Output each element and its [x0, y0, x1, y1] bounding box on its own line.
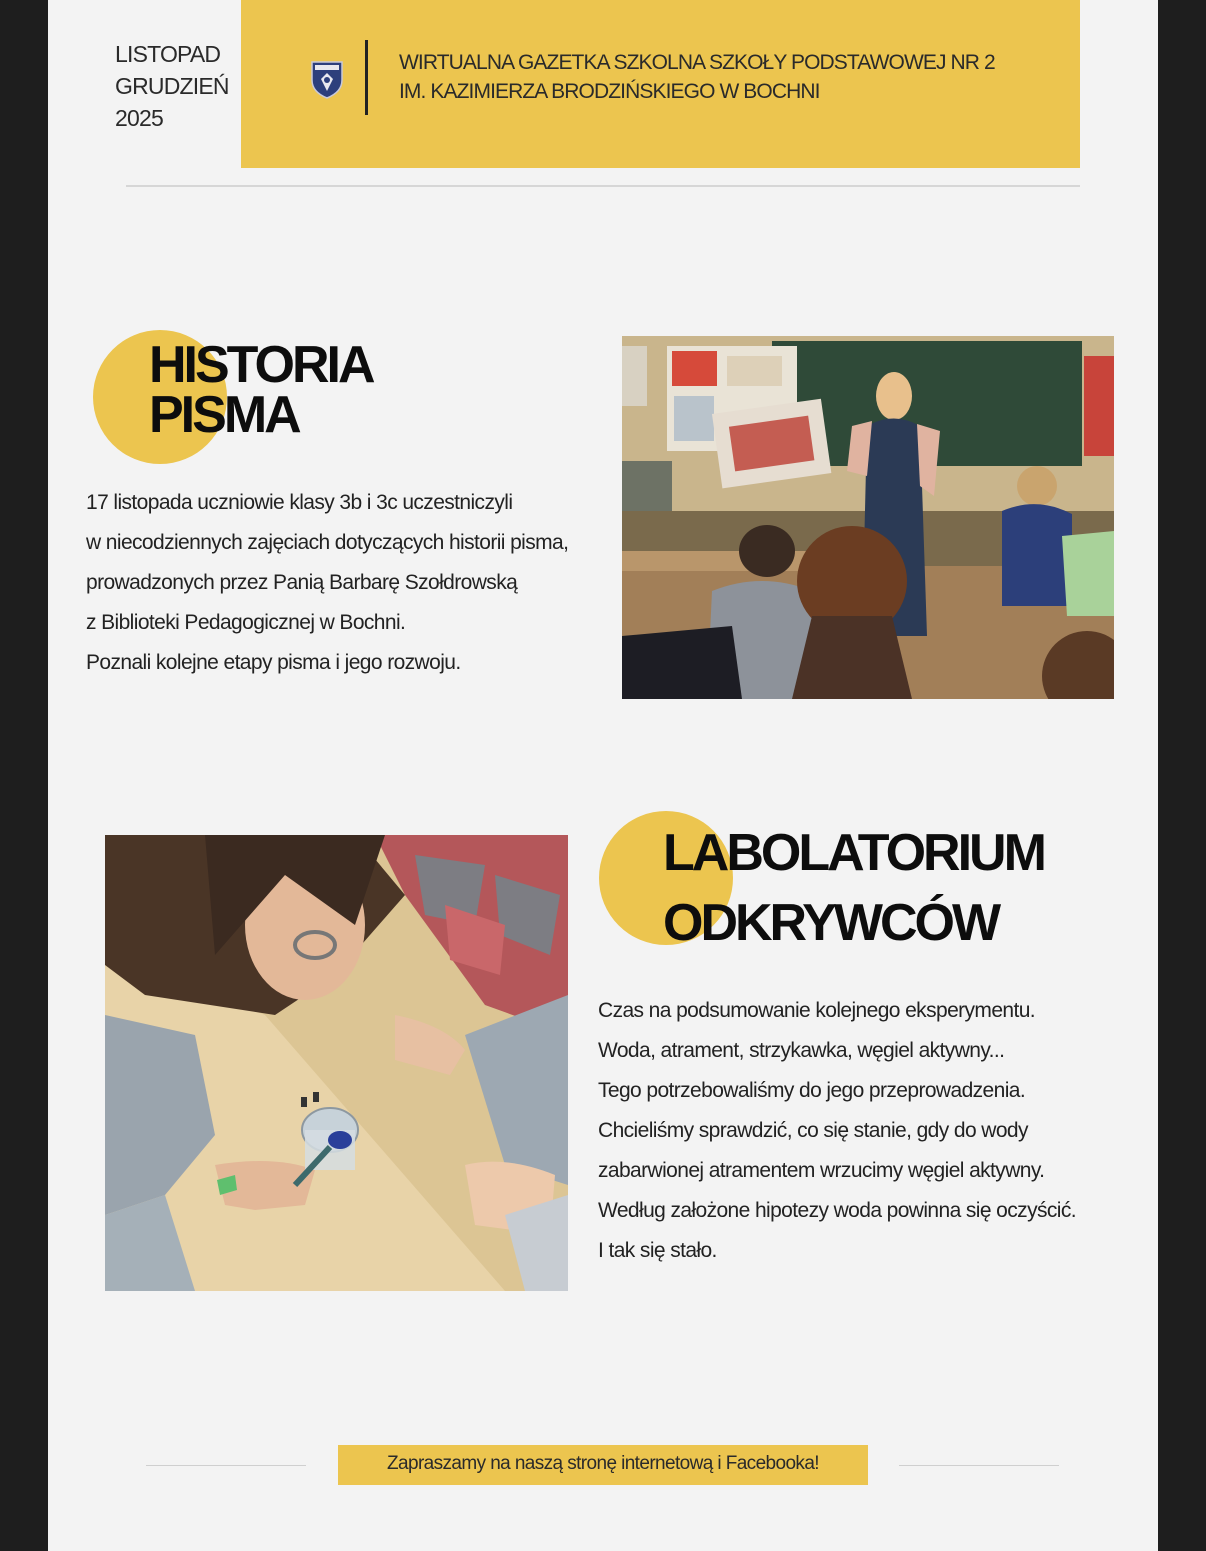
article-historia-line: 17 listopada uczniowie klasy 3b i 3c uczestniczyli — [86, 491, 513, 514]
article-historia-title: HISTORIA PISMA — [149, 336, 373, 444]
article-lab-line: Według założone hipotezy woda powinna się oczyścić. — [598, 1199, 1076, 1222]
article-historia-line: prowadzonych przez Panią Barbarę Szołdrowską — [86, 571, 518, 594]
article-lab-line: I tak się stało. — [598, 1239, 717, 1262]
article-lab-body — [598, 991, 1076, 1271]
footer-rule-right — [899, 1465, 1059, 1466]
article-lab-line: Woda, atrament, strzykawka, węgiel aktywny... — [598, 1039, 1005, 1062]
article-lab-title: LABOLATORIUM ODKRYWCÓW — [663, 824, 1044, 952]
article-historia-line: w niecodziennych zajęciach dotyczących historii pisma, — [86, 531, 569, 554]
issue-date: LISTOPAD GRUDZIEŃ 2025 — [115, 41, 229, 131]
header-divider — [365, 40, 368, 115]
footer-rule-left — [146, 1465, 306, 1466]
article-historia-line: Poznali kolejne etapy pisma i jego rozwoju. — [86, 651, 461, 674]
article-lab-line: zabarwionej atramentem wrzucimy węgiel aktywny. — [598, 1159, 1045, 1182]
footer-invitation-link[interactable]: Zapraszamy na naszą stronę internetową i Facebooka! — [338, 1445, 868, 1485]
school-crest-icon — [309, 58, 345, 100]
newsletter-page — [48, 0, 1158, 1551]
article-historia-line: z Biblioteki Pedagogicznej w Bochni. — [86, 611, 406, 634]
article-lab-line: Czas na podsumowanie kolejnego eksperymentu. — [598, 999, 1036, 1022]
article-lab-line: Chcieliśmy sprawdzić, co się stanie, gdy do wody — [598, 1119, 1028, 1142]
newsletter-title: WIRTUALNA GAZETKA SZKOLNA SZKOŁY PODSTAWOWEJ NR 2 IM. KAZIMIERZA BRODZIŃSKIEGO W BOCHNI — [399, 51, 995, 103]
header-banner — [241, 0, 1080, 168]
experiment-photo — [105, 835, 568, 1291]
classroom-photo — [622, 336, 1114, 699]
article-historia-body — [86, 483, 568, 683]
article-lab-line: Tego potrzebowaliśmy do jego przeprowadzenia. — [598, 1079, 1026, 1102]
header-rule — [126, 185, 1080, 187]
